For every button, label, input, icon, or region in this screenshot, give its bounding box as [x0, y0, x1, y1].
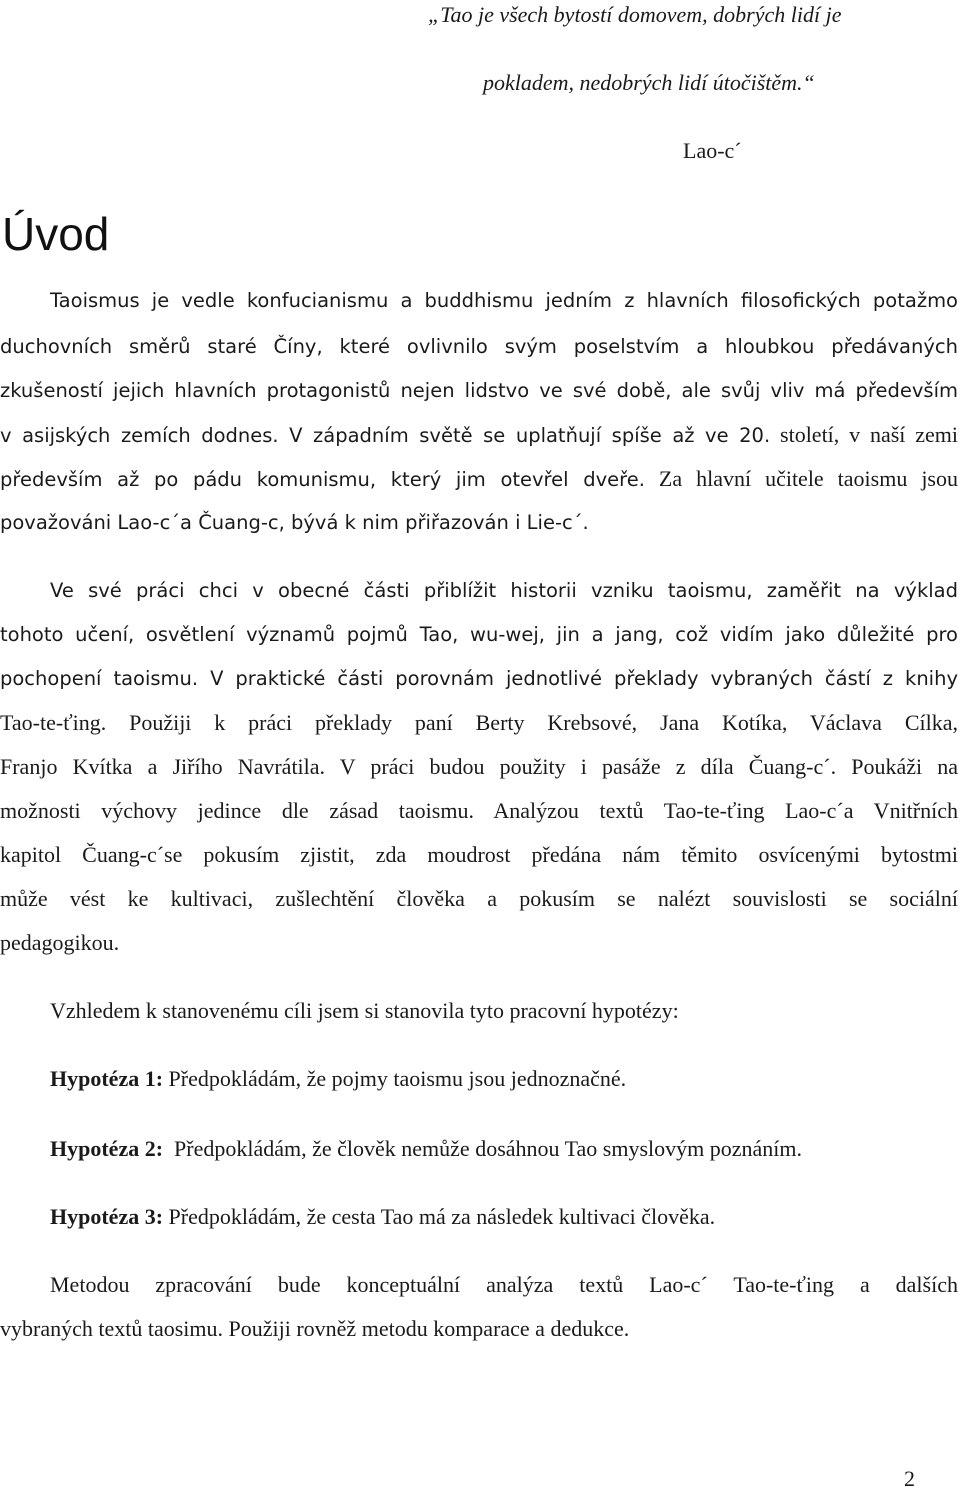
paragraph-1-line-4-part-b: století, v naší zemi [780, 422, 959, 447]
hypothesis-3-label: Hypotéza 3: [50, 1204, 164, 1229]
paragraph-1-line-5 [0, 464, 958, 495]
hypothesis-2-text: Předpokládám, že člověk nemůže dosáhnou Tao smyslovým poznáním. [163, 1136, 802, 1161]
paragraph-2-line-7: kapitol Čuang-c´se pokusím zjistit, zda moudrost předána nám těmito osvícenými bytostmi [0, 842, 958, 867]
hypothesis-3 [50, 1202, 715, 1232]
paragraph-1-line-6: považováni Lao-c´a Čuang-c, bývá k nim přiřazován i Lie-c´. [0, 511, 589, 534]
paragraph-2-line-4: Tao-te-ťing. Použiji k práci překlady paní Berty Krebsové, Jana Kotíka, Václava Cílka, [0, 710, 958, 735]
hypothesis-2-label: Hypotéza 2: [50, 1136, 164, 1161]
hypothesis-3-text: Předpokládám, že cesta Tao má za následek kultivaci člověka. [163, 1204, 716, 1229]
epigraph-line-1: „Tao je všech bytostí domovem, dobrých lidí je [428, 2, 842, 27]
paragraph-1-line-4-part-a: v asijských zemích dodnes. V západním světě se uplatňují spíše až ve 20. [0, 424, 771, 447]
hypothesis-1-text: Předpokládám, že pojmy taoismu jsou jednoznačné. [163, 1066, 627, 1091]
epigraph-author: Lao-c´ [683, 138, 742, 163]
paragraph-1-line-5-part-b: Za hlavní učitele taoismu jsou [658, 466, 958, 491]
paragraph-2-line-1: Ve své práci chci v obecné části přiblížit historii vzniku taoismu, zaměřit na výklad [50, 579, 958, 602]
paragraph-1-line-5-part-a: především až po pádu komunismu, který jim otevřel dveře. [0, 468, 645, 491]
page-title: Úvod [2, 208, 110, 260]
epigraph-line-2: pokladem, nedobrých lidí útočištěm.“ [483, 70, 815, 95]
paragraph-1-line-2: duchovních směrů staré Číny, které ovlivnilo svým poselstvím a hloubkou předávaných [0, 335, 958, 358]
hypothesis-1 [50, 1064, 626, 1094]
paragraph-2-line-2: tohoto učení, osvětlení významů pojmů Tao, wu-wej, jin a jang, což vidím jako důležité pro [0, 623, 958, 646]
paragraph-2-line-3: pochopení taoismu. V praktické části porovnám jednotlivé překlady vybraných částí z knihy [0, 667, 958, 690]
hypothesis-2 [50, 1134, 802, 1164]
paragraph-2-line-9: pedagogikou. [0, 930, 120, 955]
method-line-1: Metodou zpracování bude konceptuální analýza textů Lao-c´ Tao-te-ťing a dalších [50, 1272, 958, 1297]
paragraph-2-line-5: Franjo Kvítka a Jiřího Navrátila. V práci budou použity i pasáže z díla Čuang-c´. Poukáži na [0, 754, 958, 779]
paragraph-1-line-4 [0, 420, 958, 451]
paragraph-2-line-6: možnosti výchovy jedince dle zásad taoismu. Analýzou textů Tao-te-ťing Lao-c´a Vnitřních [0, 798, 958, 823]
paragraph-2-line-8: může vést ke kultivaci, zušlechtění člověka a pokusím se nalézt souvislosti se sociální [0, 886, 958, 911]
page-number: 2 [904, 1466, 915, 1491]
paragraph-1-line-1: Taoismus je vedle konfucianismu a buddhismu jedním z hlavních filosofických potažmo [50, 289, 958, 312]
hypotheses-intro: Vzhledem k stanovenému cíli jsem si stanovila tyto pracovní hypotézy: [50, 998, 679, 1023]
method-line-2: vybraných textů taosimu. Použiji rovněž metodu komparace a dedukce. [0, 1316, 630, 1341]
paragraph-1-line-3: zkušeností jejich hlavních protagonistů nejen lidstvo ve své době, ale svůj vliv má především [0, 379, 958, 402]
hypothesis-1-label: Hypotéza 1: [50, 1066, 164, 1091]
